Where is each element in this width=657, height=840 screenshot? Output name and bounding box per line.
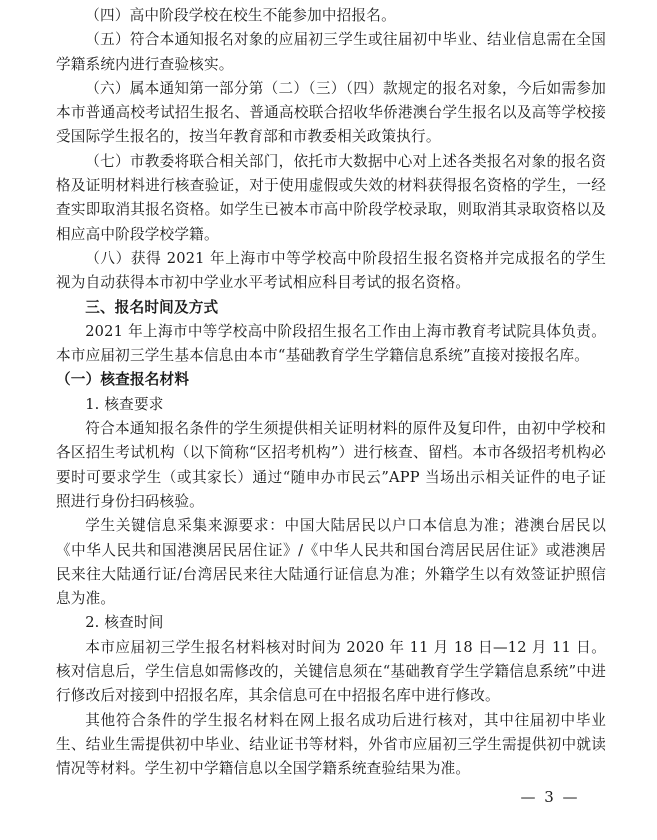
item-1-paragraph-1: 符合本通知报名条件的学生须提供相关证明材料的原件及复印件，由初中学校和各区招生考试机构（以下简称“区招考机构”）进行核查、留档。本市各级招考机构必要时可要求学生（或其家长）通过“随申办市民云”APP 当场出示相关证件的电子证照进行身份扫码核验。 <box>56 420 606 510</box>
section-3-intro: 2021 年上海市中等学校高中阶段招生报名工作由上海市教育考试院具体负责。本市应届初三学生基本信息由本市“基础教育学生学籍信息系统”直接对接报名库。 <box>56 322 606 365</box>
paragraph-item-6: （六）属本通知第一部分第（二）（三）（四）款规定的报名对象，今后如需参加本市普通高校考试招生报名、普通高校联合招收华侨港澳台学生报名以及高等学校接受国际学生报名的，按当年教育部和市教委相关政策执行。 <box>56 79 606 146</box>
item-1-heading: 1. 核查要求 <box>85 395 164 413</box>
document-body <box>56 4 606 782</box>
paragraph-item-5: （五）符合本通知报名对象的应届初三学生或往届初中毕业、结业信息需在全国学籍系统内进行查验核实。 <box>56 31 606 73</box>
paragraph-item-8: （八）获得 2021 年上海市中等学校高中阶段招生报名资格并完成报名的学生视为自动获得本市初中学业水平考试相应科目考试的报名资格。 <box>56 249 606 292</box>
section-3-heading: 三、报名时间及方式 <box>85 298 219 316</box>
item-2-paragraph-1: 本市应届初三学生报名材料核对时间为 2020 年 11 月 18 日—12 月 11 日。核对信息后，学生信息如需修改的，关键信息须在“基础教育学生学籍信息系统”中进行修改后对接到中招报名库，其余信息可在中招报名库中进行修改。 <box>56 638 606 705</box>
paragraph-item-4: （四）高中阶段学校在校生不能参加中招报名。 <box>85 7 396 24</box>
item-2-paragraph-2: 其他符合条件的学生报名材料在网上报名成功后进行核对，其中往届初中毕业生、结业生需提供初中毕业、结业证书等材料，外省市应届初三学生需提供初中就读情况等材料。学生初中学籍信息以全国学籍系统查验结果为准。 <box>56 711 606 778</box>
item-1-paragraph-2: 学生关键信息采集来源要求：中国大陆居民以户口本信息为准；港澳台居民以《中华人民共和国港澳居民居住证》/《中华人民共和国台湾居民居住证》或港澳居民来往大陆通行证/台湾居民来往大陆通行证信息为准；外籍学生以有效签证护照信息为准。 <box>56 517 606 608</box>
item-2-heading: 2. 核查时间 <box>85 614 164 632</box>
subsection-1-heading: （一）核查报名材料 <box>56 371 190 389</box>
page-number: — 3 — <box>520 788 580 806</box>
paragraph-item-7: （七）市教委将联合相关部门，依托市大数据中心对上述各类报名对象的报名资格及证明材料进行核查验证，对于使用虚假或失效的材料获得报名资格的学生，一经查实即取消其报名资格。如学生已被本市高中阶段学校录取，则取消其录取资格以及相应高中阶段学校学籍。 <box>56 152 606 243</box>
